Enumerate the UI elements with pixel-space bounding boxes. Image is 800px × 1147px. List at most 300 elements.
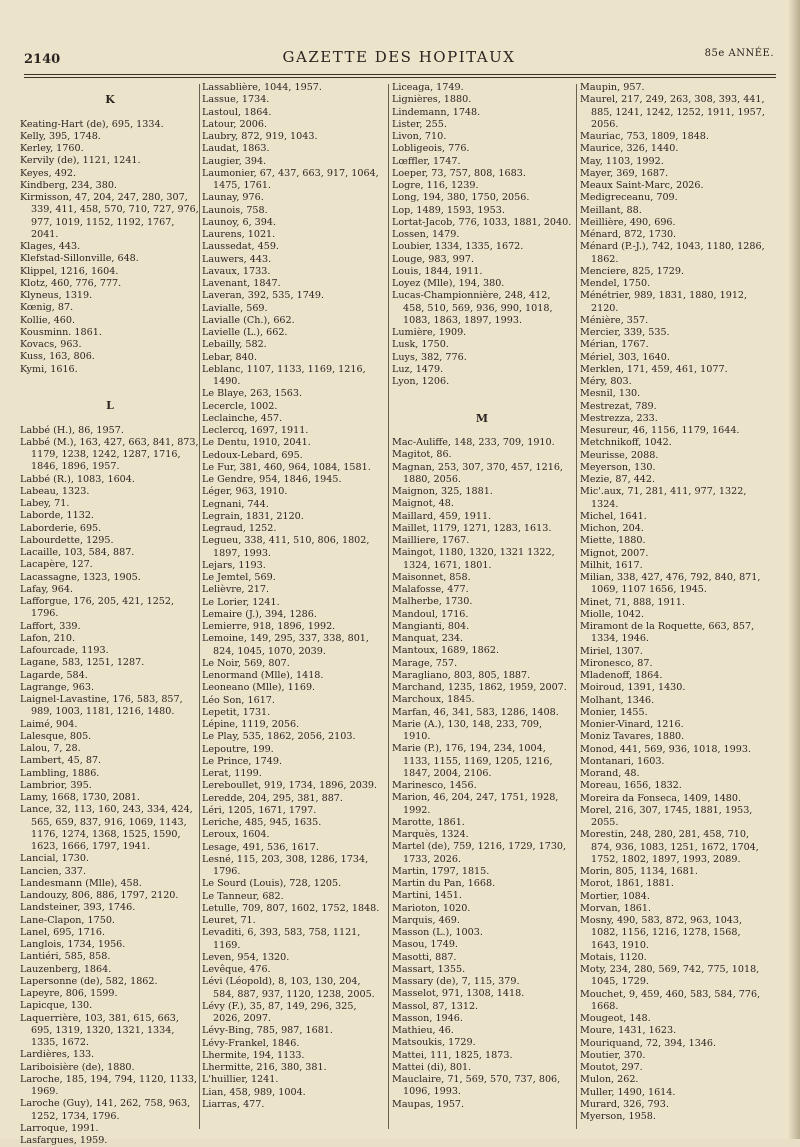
- index-entry: Loeper, 73, 757, 808, 1683.: [392, 167, 526, 179]
- index-entry: Muller, 1490, 1614.: [580, 1086, 676, 1098]
- index-entry: Kousminn. 1861.: [20, 326, 102, 338]
- index-entry: Lemierre, 918, 1896, 1992.: [202, 621, 336, 632]
- index-entry: Lacapère, 127.: [20, 559, 93, 571]
- index-entry: Lapeyre, 806, 1599.: [20, 988, 118, 999]
- index-entry: Lindemann, 1748.: [392, 106, 481, 118]
- index-entry: Lanel, 695, 1716.: [20, 926, 105, 938]
- index-entry: Ménard, 872, 1730.: [580, 229, 677, 240]
- index-column: [392, 82, 572, 1111]
- index-entry: Milhit, 1617.: [580, 559, 643, 571]
- index-entry: Morvan, 1861.: [580, 902, 652, 914]
- index-entry: Méry, 803.: [580, 376, 632, 387]
- index-entry: Le Sourd (Louis), 728, 1205.: [202, 878, 342, 890]
- index-entry: Klippel, 1216, 1604.: [20, 265, 119, 277]
- index-entry: Maillard, 459, 1911.: [392, 510, 492, 522]
- index-entry: Kœnig, 87.: [20, 302, 74, 314]
- index-entry: Miolle, 1042.: [580, 608, 645, 620]
- index-entry: Lian, 458, 989, 1004.: [202, 1086, 306, 1098]
- index-entry: Mironesco, 87.: [580, 657, 653, 669]
- index-entry: Lévy-Bing, 785, 987, 1681.: [202, 1025, 333, 1037]
- index-entry: Laveran, 392, 535, 1749.: [202, 290, 325, 302]
- index-entry: Monier-Vinard, 1216.: [580, 719, 684, 730]
- index-entry: Kerley, 1760.: [20, 143, 84, 154]
- index-entry: Moty, 234, 280, 569, 742, 775, 1018, 1045, 1729.: [580, 964, 760, 988]
- index-entry: Moreira da Fonseca, 1409, 1480.: [580, 792, 742, 804]
- index-entry: Meurisse, 2088.: [580, 449, 659, 461]
- index-entry: Lagarde, 584.: [20, 669, 88, 681]
- index-entry: Launay, 976.: [202, 192, 264, 204]
- index-entry: Le Gendre, 954, 1846, 1945.: [202, 474, 342, 485]
- index-entry: Montanari, 1603.: [580, 755, 665, 767]
- index-entry: Miriel, 1307.: [580, 645, 643, 657]
- index-entry: Laquerrière, 103, 381, 615, 663, 695, 1319, 1320, 1321, 1334, 1335, 1672.: [20, 1012, 179, 1048]
- index-entry: Lebar, 840.: [202, 351, 257, 363]
- index-entry: Marinesco, 1456.: [392, 780, 477, 791]
- index-entry: Marie (A.), 130, 148, 233, 709, 1910.: [392, 718, 543, 742]
- index-entry: Marioton, 1020.: [392, 902, 471, 914]
- index-entry: Meillant, 88.: [580, 204, 642, 216]
- index-entry: Ménière, 357.: [580, 314, 649, 326]
- index-entry: Lassablière, 1044, 1957.: [202, 82, 322, 93]
- index-entry: Laborde, 1132.: [20, 510, 94, 522]
- index-entry: Moure, 1431, 1623.: [580, 1025, 677, 1037]
- index-entry: Marchand, 1235, 1862, 1959, 2007.: [392, 682, 567, 693]
- index-entry: Mortier, 1084.: [580, 890, 650, 902]
- index-entry: Mandoul, 1716.: [392, 608, 469, 620]
- index-entry: Lalesque, 805.: [20, 730, 92, 742]
- index-entry: Le Blaye, 263, 1563.: [202, 388, 303, 400]
- index-entry: Mezie, 87, 442.: [580, 474, 656, 485]
- index-entry: Laffort, 339.: [20, 620, 81, 632]
- index-entry: Lereboullet, 919, 1734, 1896, 2039.: [202, 780, 378, 792]
- index-entry: Maillet, 1179, 1271, 1283, 1613.: [392, 522, 552, 534]
- index-entry: Leblanc, 1107, 1133, 1169, 1216, 1490.: [202, 363, 366, 387]
- index-entry: Maignon, 325, 1881.: [392, 486, 493, 497]
- index-entry: Lortat-Jacob, 776, 1033, 1881, 2040.: [392, 216, 572, 228]
- index-entry: Mattei, 111, 1825, 1873.: [392, 1049, 513, 1061]
- index-entry: Maurel, 217, 249, 263, 308, 393, 441, 885, 1241, 1242, 1252, 1911, 1957, 2056.: [580, 94, 765, 130]
- index-entry: Labourdette, 1295.: [20, 534, 114, 546]
- index-entry: Laurens, 1021.: [202, 229, 276, 240]
- index-entry: Lauzenberg, 1864.: [20, 963, 112, 975]
- index-entry: Maisonnet, 858.: [392, 571, 471, 583]
- index-entry: Legrain, 1831, 2120.: [202, 510, 304, 522]
- index-entry: Murard, 326, 793.: [580, 1098, 669, 1110]
- index-entry: Legnani, 744.: [202, 498, 269, 510]
- index-entry: Loyez (Mlle), 194, 380.: [392, 278, 505, 289]
- index-entry: Leven, 954, 1320.: [202, 951, 290, 963]
- index-entry: Long, 194, 380, 1750, 2056.: [392, 192, 530, 204]
- index-entry: Lane-Clapon, 1750.: [20, 914, 115, 926]
- index-entry: Mac-Auliffe, 148, 233, 709, 1910.: [392, 437, 555, 448]
- index-entry: Liarras, 477.: [202, 1098, 265, 1110]
- index-entry: Lucas-Championnière, 248, 412, 458, 510, 569, 936, 990, 1018, 1083, 1863, 1897, 1993.: [392, 290, 553, 326]
- spacer: [20, 106, 200, 118]
- index-entry: Mangianti, 804.: [392, 620, 470, 632]
- index-entry: Keyes, 492.: [20, 167, 77, 179]
- index-entry: Laubry, 872, 919, 1043.: [202, 131, 318, 142]
- index-entry: Mattei (di), 801.: [392, 1061, 472, 1073]
- index-entry: Le Dentu, 1910, 2041.: [202, 437, 311, 449]
- index-entry: Mathieu, 46.: [392, 1025, 454, 1036]
- index-entry: Labeau, 1323.: [20, 485, 90, 497]
- index-entry: Maurice, 326, 1440.: [580, 143, 679, 155]
- index-entry: Massary (de), 7, 115, 379.: [392, 976, 520, 987]
- index-entry: Léo Son, 1617.: [202, 694, 275, 706]
- header-rule: [24, 74, 776, 75]
- index-entry: Morot, 1861, 1881.: [580, 878, 674, 890]
- index-entry: Massart, 1355.: [392, 963, 466, 975]
- index-entry: Lavialle (Ch.), 662.: [202, 314, 295, 326]
- index-entry: Mouchet, 9, 459, 460, 583, 584, 776, 1668.: [580, 988, 761, 1012]
- index-entry: Leroux, 1604.: [202, 829, 270, 841]
- index-entry: Miette, 1880.: [580, 535, 646, 547]
- index-entry: Marotte, 1861.: [392, 816, 465, 828]
- index-entry: Lariboisière (de), 1880.: [20, 1061, 135, 1073]
- index-entry: Lagane, 583, 1251, 1287.: [20, 657, 145, 669]
- index-entry: Latour, 2006.: [202, 118, 267, 130]
- index-entry: Mayer, 369, 1687.: [580, 167, 669, 179]
- index-entry: Léger, 963, 1910.: [202, 486, 288, 498]
- index-entry: Klyneus, 1319.: [20, 290, 93, 301]
- index-entry: Meaux Saint-Marc, 2026.: [580, 180, 704, 191]
- index-entry: Luys, 382, 776.: [392, 351, 467, 363]
- index-entry: L'huillier, 1241.: [202, 1074, 279, 1086]
- index-entry: Ménard (P.-J.), 742, 1043, 1180, 1286, 1862.: [580, 241, 765, 265]
- index-entry: Labbé (M.), 163, 427, 663, 841, 873, 1179, 1238, 1242, 1287, 1716, 1846, 1896, 1957.: [20, 436, 199, 473]
- index-entry: Lambling, 1886.: [20, 767, 100, 779]
- index-entry: Minet, 71, 888, 1911.: [580, 596, 685, 608]
- index-entry: Lafon, 210.: [20, 632, 76, 644]
- volume-year: 85e ANNÉE.: [704, 48, 774, 59]
- index-entry: Monier, 1455.: [580, 706, 648, 718]
- index-entry: Lance, 32, 113, 160, 243, 334, 424, 565, 659, 837, 916, 1069, 1143, 1176, 1274, 1368, 1525, 1590, 1623, 1666, 1797, 1941.: [20, 804, 193, 852]
- index-entry: Kovacs, 963.: [20, 339, 82, 350]
- index-entry: Marfan, 46, 341, 583, 1286, 1408.: [392, 706, 559, 718]
- index-entry: Meillière, 490, 696.: [580, 216, 676, 228]
- index-entry: Klotz, 460, 776, 777.: [20, 277, 122, 289]
- index-entry: Mériel, 303, 1640.: [580, 351, 670, 363]
- index-entry: Labbé (R.), 1083, 1604.: [20, 473, 135, 485]
- index-entry: Monod, 441, 569, 936, 1018, 1993.: [580, 743, 752, 755]
- index-entry: Masson (L.), 1003.: [392, 927, 483, 938]
- index-entry: Moutot, 297.: [580, 1062, 643, 1073]
- index-entry: Le Noir, 569, 807.: [202, 657, 290, 669]
- index-entry: Marquès, 1324.: [392, 829, 469, 840]
- index-entry: Marchoux, 1845.: [392, 694, 475, 706]
- header-rule-thin: [24, 77, 776, 78]
- index-columns: [20, 82, 784, 1146]
- index-entry: Mestrezza, 233.: [580, 412, 658, 424]
- spacer: [392, 388, 572, 400]
- index-entry: Merklen, 171, 459, 461, 1077.: [580, 363, 728, 375]
- index-entry: Magitot, 86.: [392, 449, 452, 461]
- index-entry: Moutier, 370.: [580, 1049, 646, 1061]
- index-entry: Lesage, 491, 536, 1617.: [202, 841, 319, 853]
- index-entry: Mercier, 339, 535.: [580, 327, 670, 338]
- index-entry: Laborderie, 695.: [20, 522, 102, 534]
- index-entry: Larroque, 1991.: [20, 1122, 99, 1134]
- index-entry: Lumière, 1909.: [392, 327, 467, 338]
- index-entry: Lossen, 1479.: [392, 229, 460, 240]
- index-entry: Masotti, 887.: [392, 951, 457, 963]
- index-entry: Lecercle, 1002.: [202, 400, 278, 412]
- index-entry: Lapersonne (de), 582, 1862.: [20, 975, 158, 987]
- index-entry: Lemoine, 149, 295, 337, 338, 801, 824, 1045, 1070, 2039.: [202, 633, 369, 657]
- index-entry: Lambert, 45, 87.: [20, 755, 102, 767]
- index-entry: Mauriac, 753, 1809, 1848.: [580, 131, 709, 142]
- index-entry: Martin du Pan, 1668.: [392, 878, 496, 889]
- index-entry: Martin, 1797, 1815.: [392, 865, 490, 877]
- index-entry: Le Lorier, 1241.: [202, 596, 280, 608]
- index-entry: Lenormand (Mlle), 1418.: [202, 670, 324, 681]
- index-entry: Mosny, 490, 583, 872, 963, 1043, 1082, 1156, 1216, 1278, 1568, 1643, 1910.: [580, 915, 743, 951]
- page-edge-shadow: [788, 0, 800, 1139]
- spacer: [392, 425, 572, 437]
- index-entry: Lastoul, 1864.: [202, 106, 272, 118]
- index-entry: Lancien, 337.: [20, 865, 87, 877]
- index-entry: Klages, 443.: [20, 241, 81, 252]
- index-entry: Lepoutre, 199.: [202, 743, 274, 755]
- index-entry: Mouriquand, 72, 394, 1346.: [580, 1037, 717, 1049]
- index-entry: Miramont de la Roquette, 663, 857, 1334, 1946.: [580, 621, 755, 645]
- index-entry: Le Jemtel, 569.: [202, 572, 276, 583]
- index-column: [20, 82, 200, 1147]
- index-entry: Malafosse, 477.: [392, 584, 469, 595]
- index-entry: Ledoux-Lebard, 695.: [202, 449, 303, 461]
- index-entry: Martel (de), 759, 1216, 1729, 1730, 1733, 2026.: [392, 841, 567, 865]
- index-entry: Luz, 1479.: [392, 363, 444, 375]
- index-entry: Morestin, 248, 280, 281, 458, 710, 874, 936, 1083, 1251, 1672, 1704, 1752, 1802, 1897, 1993, 2089.: [580, 829, 759, 865]
- index-entry: Leriche, 485, 945, 1635.: [202, 817, 322, 828]
- index-entry: Léri, 1205, 1671, 1797.: [202, 804, 317, 816]
- index-entry: Lavenant, 1847.: [202, 278, 281, 289]
- spacer: [20, 412, 200, 424]
- index-entry: Kervily (de), 1121, 1241.: [20, 155, 141, 167]
- index-entry: Levaditi, 6, 393, 583, 758, 1121, 1169.: [202, 927, 361, 951]
- index-entry: Kuss, 163, 806.: [20, 351, 95, 363]
- index-entry: Le Play, 535, 1862, 2056, 2103.: [202, 731, 356, 743]
- index-entry: Medigreceanu, 709.: [580, 192, 678, 204]
- index-entry: May, 1103, 1992.: [580, 155, 664, 167]
- index-entry: Livon, 710.: [392, 131, 447, 142]
- index-entry: Lassue, 1734.: [202, 94, 270, 106]
- index-entry: Launoy, 6, 394.: [202, 216, 277, 228]
- index-entry: Leclercq, 1697, 1911.: [202, 425, 309, 436]
- page-number: 2140: [24, 52, 61, 67]
- index-entry: Levêque, 476.: [202, 964, 271, 975]
- index-entry: Motais, 1120.: [580, 951, 647, 963]
- index-entry: Liceaga, 1749.: [392, 82, 464, 93]
- index-entry: Lafforgue, 176, 205, 421, 1252, 1796.: [20, 596, 175, 620]
- spacer: [20, 376, 200, 388]
- index-entry: Myerson, 1958.: [580, 1111, 656, 1122]
- index-entry: Lepetit, 1731.: [202, 706, 271, 718]
- index-entry: Labbé (H.), 86, 1957.: [20, 424, 124, 436]
- index-entry: Laudat, 1863.: [202, 143, 270, 155]
- index-entry: Ménétrier, 989, 1831, 1880, 1912, 2120.: [580, 290, 748, 314]
- index-entry: Lœffler, 1747.: [392, 155, 461, 167]
- index-entry: Michon, 204.: [580, 523, 644, 534]
- index-entry: Malherbe, 1730.: [392, 596, 473, 608]
- letter-heading: M: [475, 411, 489, 425]
- index-entry: Massol, 87, 1312.: [392, 1000, 479, 1012]
- index-entry: Lépine, 1119, 2056.: [202, 719, 300, 730]
- index-entry: Lauwers, 443.: [202, 253, 272, 265]
- index-entry: Legraud, 1252.: [202, 523, 277, 534]
- index-entry: Lemaire (J.), 394, 1286.: [202, 608, 317, 620]
- index-column: [580, 82, 766, 1123]
- index-entry: Louis, 1844, 1911.: [392, 265, 483, 277]
- index-entry: Le Tanneur, 682.: [202, 890, 284, 902]
- index-entry: Laroche (Guy), 141, 262, 758, 963, 1252, 1734, 1796.: [20, 1098, 191, 1122]
- index-entry: Lagrange, 963.: [20, 681, 94, 693]
- index-entry: Lobligeois, 776.: [392, 143, 470, 155]
- index-entry: Meyerson, 130.: [580, 461, 656, 473]
- index-entry: Lévi (Léopold), 8, 103, 130, 204, 584, 887, 937, 1120, 1238, 2005.: [202, 976, 375, 1000]
- index-entry: Lusk, 1750.: [392, 339, 449, 351]
- index-entry: Letulle, 709, 807, 1602, 1752, 1848.: [202, 902, 380, 914]
- index-entry: Lacaille, 103, 584, 887.: [20, 547, 135, 558]
- index-entry: Laignel-Lavastine, 176, 583, 857, 989, 1003, 1181, 1216, 1480.: [20, 694, 183, 718]
- index-entry: Lancial, 1730.: [20, 853, 90, 865]
- index-entry: Mulon, 262.: [580, 1074, 639, 1086]
- index-entry: Moiroud, 1391, 1430.: [580, 682, 686, 694]
- index-entry: Logre, 116, 1239.: [392, 180, 479, 191]
- index-entry: Lesné, 115, 203, 308, 1286, 1734, 1796.: [202, 853, 369, 877]
- index-entry: Mesnil, 130.: [580, 388, 641, 400]
- index-entry: Lerat, 1199.: [202, 768, 262, 779]
- index-entry: Legueu, 338, 411, 510, 806, 1802, 1897, 1993.: [202, 535, 370, 559]
- index-entry: Launois, 758.: [202, 204, 268, 216]
- index-entry: Lavielle (L.), 662.: [202, 327, 288, 338]
- index-entry: Lavialle, 569.: [202, 302, 268, 314]
- index-entry: Landsteiner, 393, 1746.: [20, 902, 136, 914]
- index-entry: Moniz Tavares, 1880.: [580, 731, 685, 743]
- letter-heading: K: [105, 93, 115, 107]
- index-entry: Maragliano, 803, 805, 1887.: [392, 669, 531, 681]
- index-entry: Kymi, 1616.: [20, 363, 78, 375]
- index-entry: Mladenoff, 1864.: [580, 670, 663, 681]
- index-entry: Mesureur, 46, 1156, 1179, 1644.: [580, 425, 740, 436]
- index-entry: Marage, 757.: [392, 657, 458, 669]
- index-entry: Lardières, 133.: [20, 1049, 95, 1061]
- index-entry: Lignières, 1880.: [392, 94, 472, 106]
- index-entry: Lambrior, 395.: [20, 779, 92, 791]
- index-entry: Lhermite, 194, 1133.: [202, 1049, 305, 1061]
- index-entry: Lyon, 1206.: [392, 376, 450, 387]
- index-entry: Laussedat, 459.: [202, 241, 279, 253]
- index-entry: Moreau, 1656, 1832.: [580, 780, 682, 792]
- index-entry: Loubier, 1334, 1335, 1672.: [392, 241, 524, 253]
- index-entry: Lamy, 1668, 1730, 2081.: [20, 792, 140, 803]
- index-entry: Kirmisson, 47, 204, 247, 280, 307, 339, 411, 458, 570, 710, 727, 976, 977, 1019, 1152, 1192, 1767, 2041.: [20, 192, 199, 240]
- index-entry: Masselot, 971, 1308, 1418.: [392, 988, 525, 1000]
- index-entry: Lapicque, 130.: [20, 1000, 93, 1012]
- index-entry: Leuret, 71.: [202, 915, 256, 926]
- index-entry: Lelièvre, 217.: [202, 584, 270, 596]
- index-entry: Mignot, 2007.: [580, 547, 649, 559]
- index-entry: Langlois, 1734, 1956.: [20, 939, 126, 950]
- index-entry: Kelly, 395, 1748.: [20, 130, 101, 142]
- index-entry: Leoneano (Mlle), 1169.: [202, 682, 316, 694]
- index-entry: Mic'.aux, 71, 281, 411, 977, 1322, 1324.: [580, 486, 747, 510]
- index-entry: Landouzy, 806, 886, 1797, 2120.: [20, 890, 179, 901]
- index-entry: Maupas, 1957.: [392, 1098, 465, 1110]
- index-entry: Masou, 1749.: [392, 939, 458, 951]
- index-entry: Morand, 48.: [580, 768, 640, 779]
- index-entry: Le Prince, 1749.: [202, 755, 283, 767]
- index-entry: Lacassagne, 1323, 1905.: [20, 571, 141, 583]
- page-header: [24, 48, 774, 72]
- index-entry: Le Fur, 381, 460, 964, 1084, 1581.: [202, 461, 371, 473]
- index-entry: Maupin, 957.: [580, 82, 645, 93]
- index-entry: Klefstad-Sillonville, 648.: [20, 253, 139, 265]
- index-entry: Milian, 338, 427, 476, 792, 840, 871, 1069, 1107 1656, 1945.: [580, 572, 761, 596]
- index-entry: Leclainche, 457.: [202, 412, 283, 424]
- index-entry: Kindberg, 234, 380.: [20, 179, 117, 191]
- index-entry: Mendel, 1750.: [580, 278, 651, 289]
- index-entry: Keating-Hart (de), 695, 1334.: [20, 118, 164, 130]
- index-entry: Lop, 1489, 1593, 1953.: [392, 204, 505, 216]
- index-entry: Lévy (F.), 35, 87, 149, 296, 325, 2026, 2097.: [202, 1000, 357, 1024]
- index-entry: Manquat, 234.: [392, 633, 464, 644]
- index-entry: Magnan, 253, 307, 370, 457, 1216, 1880, 2056.: [392, 461, 563, 485]
- index-entry: Marie (P.), 176, 194, 234, 1004, 1133, 1155, 1169, 1205, 1216, 1847, 2004, 2106.: [392, 743, 553, 779]
- index-entry: Louge, 983, 997.: [392, 253, 475, 265]
- index-entry: Masson, 1946.: [392, 1012, 463, 1024]
- journal-title: GAZETTE DES HOPITAUX: [282, 48, 516, 66]
- index-entry: Mérian, 1767.: [580, 339, 649, 351]
- index-entry: Morin, 805, 1134, 1681.: [580, 866, 698, 877]
- index-entry: Mougeot, 148.: [580, 1013, 651, 1024]
- index-entry: Maingot, 1180, 1320, 1321 1322, 1324, 1671, 1801.: [392, 547, 555, 571]
- index-entry: Mauclaire, 71, 569, 570, 737, 806, 1096, 1993.: [392, 1074, 561, 1098]
- index-entry: Lister, 255.: [392, 118, 447, 130]
- index-entry: Lebailly, 582.: [202, 339, 267, 351]
- index-entry: Menciere, 825, 1729.: [580, 265, 685, 277]
- index-entry: Lavaux, 1733.: [202, 265, 271, 277]
- index-entry: Lasfargues, 1959.: [20, 1135, 108, 1146]
- index-entry: Lantiéri, 585, 858.: [20, 951, 111, 963]
- index-entry: Martini, 1451.: [392, 890, 462, 902]
- index-entry: Lejars, 1193.: [202, 559, 266, 571]
- index-entry: Laroche, 185, 194, 794, 1120, 1133, 1969.: [20, 1073, 197, 1097]
- index-entry: Metchnikoff, 1042.: [580, 437, 672, 449]
- index-entry: Michel, 1641.: [580, 510, 647, 522]
- spacer: [392, 401, 572, 413]
- index-entry: Kollie, 460.: [20, 314, 76, 326]
- index-entry: Laugier, 394.: [202, 155, 267, 167]
- index-entry: Mailliere, 1767.: [392, 535, 470, 546]
- index-entry: Molhant, 1346.: [580, 694, 655, 706]
- index-entry: Lafay, 964.: [20, 583, 73, 595]
- index-entry: Marquis, 469.: [392, 914, 460, 926]
- index-entry: Matsoukis, 1729.: [392, 1037, 476, 1049]
- index-entry: Mestrezat, 789.: [580, 400, 657, 412]
- index-column: [202, 82, 384, 1111]
- index-entry: Laumonier, 67, 437, 663, 917, 1064, 1475, 1761.: [202, 167, 379, 191]
- index-entry: Maignot, 48.: [392, 498, 454, 510]
- index-entry: Morel, 216, 307, 1745, 1881, 1953, 2055.: [580, 804, 753, 828]
- index-entry: Labey, 71.: [20, 498, 70, 509]
- index-entry: Lalou, 7, 28.: [20, 743, 81, 754]
- index-entry: Lafourcade, 1193.: [20, 645, 109, 656]
- index-entry: Leredde, 204, 295, 381, 887.: [202, 792, 343, 804]
- index-entry: Lhermitte, 216, 380, 381.: [202, 1062, 327, 1073]
- index-entry: Marion, 46, 204, 247, 1751, 1928, 1992.: [392, 792, 559, 816]
- letter-heading: L: [106, 399, 114, 413]
